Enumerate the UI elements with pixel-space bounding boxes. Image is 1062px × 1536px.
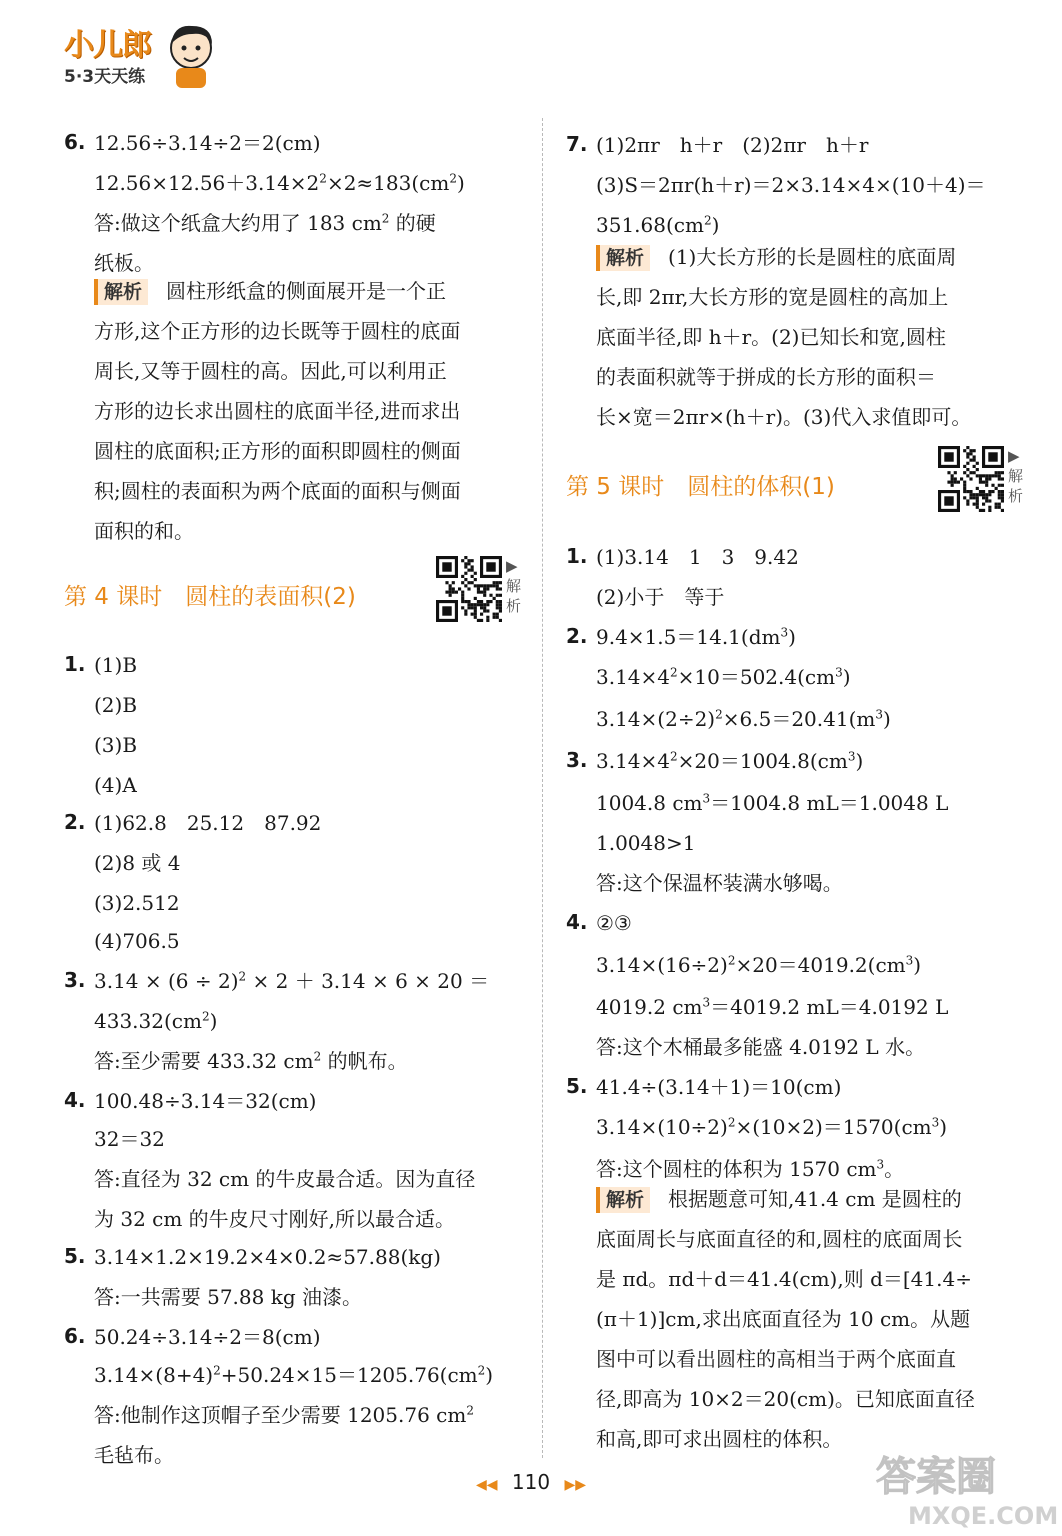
question-number: 5.	[566, 1074, 588, 1098]
answer-line: 12.56÷3.14÷2＝2(cm)	[94, 131, 321, 155]
answer-line: 答:直径为 32 cm 的牛皮最合适。因为直径	[94, 1167, 476, 1191]
analysis-line: 周长,又等于圆柱的高。因此,可以利用正	[94, 359, 447, 383]
qr-code-icon[interactable]	[938, 446, 1004, 512]
answer-line: 答:他制作这顶帽子至少需要 1205.76 $cm^2$	[94, 1403, 474, 1427]
answer-line: (2)B	[94, 693, 138, 717]
analysis-line: 图中可以看出圆柱的高相当于两个底面直	[596, 1347, 956, 1371]
answer-line: 3.14×1.2×19.2×4×0.2≈57.88(kg)	[94, 1245, 441, 1269]
answer-line: $3.14\times(16\div 2)^2\times 20=4019.2(cm^3)$	[596, 953, 922, 977]
analysis-line: 是 πd。πd＋d＝41.4(cm),则 d＝[41.4÷	[596, 1267, 972, 1291]
answer-line: 答:这个圆柱的体积为 1570 $cm^3$。	[596, 1157, 905, 1181]
svg-text:答案圈: 答案圈	[876, 1454, 996, 1500]
section-title: 第 4 课时 圆柱的表面积(2)	[64, 584, 356, 610]
answer-line: 答:至少需要 433.32 $cm^2$ 的帆布。	[94, 1049, 408, 1073]
brand-title: 小儿郎	[64, 28, 151, 63]
analysis-line: 解析 (1)大长方形的长是圆柱的底面周	[596, 244, 956, 271]
answer-line: (2)小于 等于	[596, 585, 725, 609]
next-arrow-icon: ▶▶	[564, 1477, 586, 1493]
question-number: 1.	[566, 544, 588, 568]
analysis-tag: 解析	[94, 279, 148, 305]
watermark-logo	[868, 1440, 1058, 1532]
answer-line: 32＝32	[94, 1127, 165, 1151]
answer-line: $12.56\times 12.56+3.14\times 2^2\times 2\approx 183(cm^2)$	[94, 171, 465, 195]
analysis-line: 径,即高为 10×2＝20(cm)。已知底面直径	[596, 1387, 975, 1411]
answer-line: $433.32(cm^2)$	[94, 1009, 218, 1033]
analysis-line: (π＋1)]cm,求出底面直径为 10 cm。从题	[596, 1307, 971, 1331]
answer-line: (1)62.8 25.12 87.92	[94, 811, 322, 835]
question-number: 4.	[566, 910, 588, 934]
answer-line: $3.14\times(2\div 2)^2\times 6.5=20.41(m^3)$	[596, 707, 891, 731]
question-number: 2.	[64, 810, 86, 834]
column-divider	[542, 118, 543, 1458]
analysis-line: 方形,这个正方形的边长既等于圆柱的底面	[94, 319, 461, 343]
analysis-line: 长,即 2πr,大长方形的宽是圆柱的高加上	[596, 285, 949, 309]
answer-line: $351.68(cm^2)$	[596, 213, 720, 237]
brand-logo	[34, 18, 224, 98]
analysis-tag: 解析	[596, 1187, 650, 1213]
answer-line: $3.14\times 4^2\times 10=502.4(cm^3)$	[596, 665, 851, 689]
analysis-line: 圆柱的底面积;正方形的面积即圆柱的侧面	[94, 439, 461, 463]
answer-line: ②③	[596, 911, 632, 935]
answer-line: $3.14\times(8+4)^2+50.24\times 15=1205.76(cm^2)$	[94, 1363, 494, 1387]
analysis-line: 底面半径,即 h＋r。(2)已知长和宽,圆柱	[596, 325, 946, 349]
svg-text:MXQE.COM: MXQE.COM	[908, 1502, 1058, 1530]
answer-line: 4019.2 $cm^3=4019.2$ mL＝4.0192 L	[596, 995, 949, 1019]
answer-line: 答:做这个纸盒大约用了 183 $cm^2$ 的硬	[94, 211, 436, 235]
answer-line: 纸板。	[94, 251, 154, 275]
analysis-line: 长×宽＝2πr×(h＋r)。(3)代入求值即可。	[596, 405, 972, 429]
answer-line: 答:这个木桶最多能盛 4.0192 L 水。	[596, 1035, 926, 1059]
analysis-line: 的表面积就等于拼成的长方形的面积＝	[596, 365, 936, 389]
analysis-tag: 解析	[596, 245, 650, 271]
answer-line: (1)3.14 1 3 9.42	[596, 545, 799, 569]
answer-line: 答:一共需要 57.88 kg 油漆。	[94, 1285, 362, 1309]
answer-line: (4)706.5	[94, 929, 180, 953]
answer-line: $3.14\times(10\div 2)^2\times(10\times 2)=1570(cm^3)$	[596, 1115, 948, 1139]
answer-line: 1.0048>1	[596, 831, 696, 855]
answer-line: $3.14 \times (6 \div 2)^2 \times 2 + 3.14 \times 6 \times 20$ ＝	[94, 969, 490, 993]
answer-line: 答:这个保温杯装满水够喝。	[596, 871, 843, 895]
brand-subtitle: 5·3天天练	[64, 67, 146, 87]
answer-line: $3.14\times 4^2\times 20=1004.8(cm^3)$	[596, 749, 864, 773]
analysis-line: 底面周长与底面直径的和,圆柱的底面周长	[596, 1227, 963, 1251]
answer-line: 毛毡布。	[94, 1443, 174, 1467]
answer-line: 50.24÷3.14÷2＝8(cm)	[94, 1325, 321, 1349]
analysis-line: 解析 根据题意可知,41.4 cm 是圆柱的	[596, 1186, 962, 1213]
prev-arrow-icon: ◀◀	[476, 1477, 498, 1493]
question-number: 6.	[64, 130, 86, 154]
question-number: 2.	[566, 624, 588, 648]
answer-line: 41.4÷(3.14＋1)＝10(cm)	[596, 1075, 842, 1099]
question-number: 3.	[566, 748, 588, 772]
answer-line: (1)2πr h＋r (2)2πr h＋r	[596, 133, 869, 157]
question-number: 5.	[64, 1244, 86, 1268]
answer-line: (3)2.512	[94, 891, 180, 915]
answer-line: (4)A	[94, 773, 137, 797]
answer-line: (3)B	[94, 733, 138, 757]
qr-code-icon[interactable]	[436, 556, 502, 622]
question-number: 4.	[64, 1088, 86, 1112]
answer-line: (1)B	[94, 653, 138, 677]
analysis-line: 方形的边长求出圆柱的底面半径,进而求出	[94, 399, 461, 423]
answer-line: (2)8 或 4	[94, 851, 181, 875]
mascot-icon	[162, 18, 220, 90]
section-title: 第 5 课时 圆柱的体积(1)	[566, 474, 835, 500]
analysis-line: 和高,即可求出圆柱的体积。	[596, 1427, 843, 1451]
answer-line: 为 32 cm 的牛皮尺寸刚好,所以最合适。	[94, 1207, 456, 1231]
answer-line: $9.4\times 1.5=14.1(dm^3)$	[596, 625, 796, 649]
page-number: 110	[511, 1470, 551, 1494]
answer-line: 100.48÷3.14＝32(cm)	[94, 1089, 317, 1113]
question-number: 7.	[566, 132, 588, 156]
question-number: 6.	[64, 1324, 86, 1348]
qr-label: ▶解析	[1008, 447, 1024, 505]
analysis-line: 解析 圆柱形纸盒的侧面展开是一个正	[94, 278, 446, 305]
answer-line: 1004.8 $cm^3=1004.8$ mL＝1.0048 L	[596, 791, 949, 815]
question-number: 3.	[64, 968, 86, 992]
qr-label: ▶解析	[506, 557, 522, 615]
analysis-line: 积;圆柱的表面积为两个底面的面积与侧面	[94, 479, 461, 503]
question-number: 1.	[64, 652, 86, 676]
analysis-line: 面积的和。	[94, 519, 194, 543]
answer-line: (3)S＝2πr(h＋r)＝2×3.14×4×(10＋4)＝	[596, 173, 986, 197]
